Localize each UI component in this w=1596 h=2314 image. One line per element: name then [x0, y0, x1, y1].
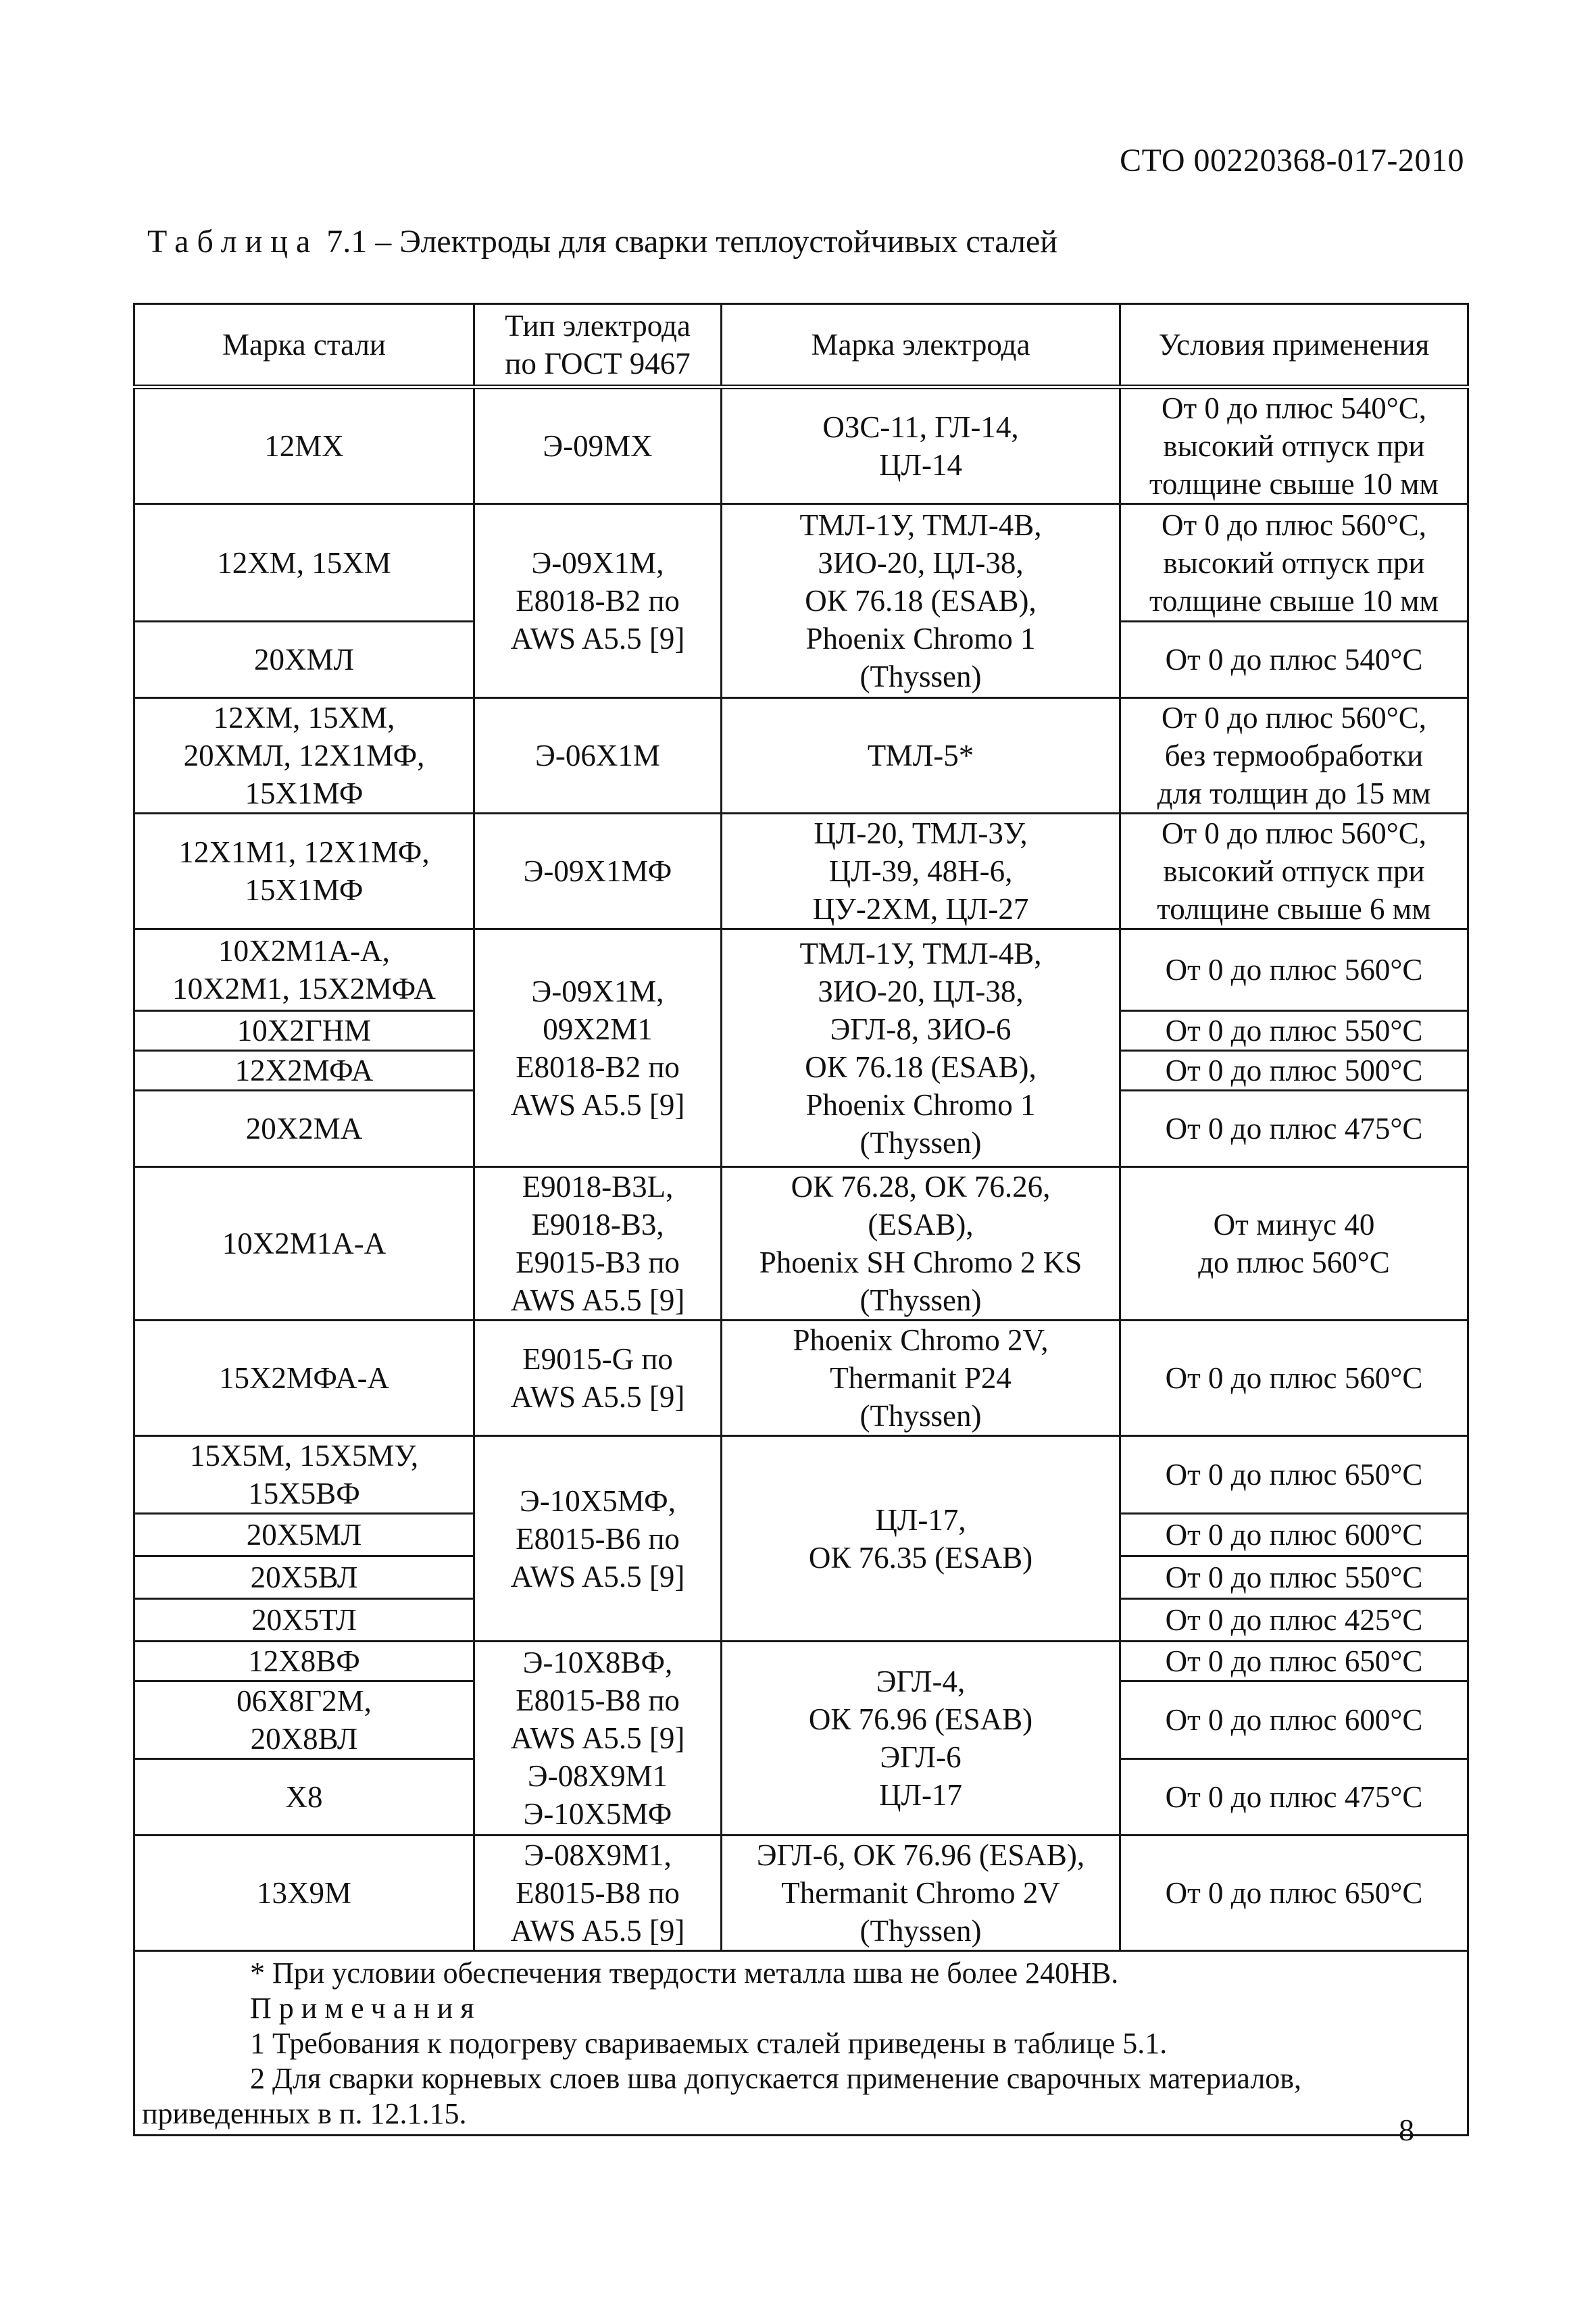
electrode-brand-cell: Phoenix Chromo 2V, Thermanit P24 (Thyssen) [722, 1321, 1120, 1436]
conditions-cell: От 0 до плюс 650°С [1120, 1836, 1468, 1951]
conditions-cell: От 0 до плюс 650°С [1120, 1436, 1468, 1514]
conditions-cell: От 0 до плюс 560°С [1120, 1321, 1468, 1436]
table-row [134, 698, 1468, 814]
conditions-cell: От 0 до плюс 550°С [1120, 1011, 1468, 1051]
electrodes-table [133, 303, 1469, 2136]
electrode-brand-cell: ОК 76.28, ОК 76.26, (ESAB), Phoenix SH Chromo 2 KS (Thyssen) [722, 1167, 1120, 1321]
table-row [134, 504, 1468, 622]
electrode-type-cell: Э-09МХ [474, 387, 722, 504]
electrode-type-cell: Э-09Х1М, 09Х2М1 Е8018-В2 по AWS A5.5 [9] [474, 929, 722, 1167]
steel-grade-cell: 12ХМ, 15ХМ [134, 504, 474, 622]
header-conditions: Условия применения [1120, 304, 1468, 387]
electrode-type-cell: Э-10Х5МФ, Е8015-В6 по AWS A5.5 [9] [474, 1436, 722, 1642]
electrode-type-cell: Э-06Х1М [474, 698, 722, 814]
steel-grade-cell: 10Х2М1А-А, 10Х2М1, 15Х2МФА [134, 929, 474, 1011]
note-item-continuation: приведенных в п. 12.1.15. [142, 2097, 467, 2130]
conditions-cell: От 0 до плюс 475°С [1120, 1759, 1468, 1836]
table-title-text: 7.1 – Электроды для сварки теплоустойчивых сталей [318, 224, 1057, 260]
note-item: 1 Требования к подогреву свариваемых сталей приведены в таблице 5.1. [250, 2027, 1168, 2060]
steel-grade-cell: 06Х8Г2М, 20Х8ВЛ [134, 1681, 474, 1759]
conditions-cell: От 0 до плюс 560°С, высокий отпуск при толщине свыше 6 мм [1120, 814, 1468, 929]
conditions-cell: От минус 40 до плюс 560°С [1120, 1167, 1468, 1321]
conditions-cell: От 0 до плюс 425°С [1120, 1599, 1468, 1642]
electrode-brand-cell: ЭГЛ-4, ОК 76.96 (ESAB) ЭГЛ-6 ЦЛ-17 [722, 1642, 1120, 1836]
electrode-type-cell: Э-08Х9М1, Е8015-В8 по AWS A5.5 [9] [474, 1836, 722, 1951]
table-row [134, 1436, 1468, 1514]
steel-grade-cell: 10Х2М1А-А [134, 1167, 474, 1321]
electrode-type-cell: Е9018-В3L, Е9018-В3, Е9015-В3 по AWS A5.5 [9] [474, 1167, 722, 1321]
steel-grade-cell: 12ХМ, 15ХМ, 20ХМЛ, 12Х1МФ, 15Х1МФ [134, 698, 474, 814]
conditions-cell: От 0 до плюс 540°С [1120, 622, 1468, 698]
steel-grade-cell: 10Х2ГНМ [134, 1011, 474, 1051]
conditions-cell: От 0 до плюс 560°С, без термообработки для толщин до 15 мм [1120, 698, 1468, 814]
conditions-cell: От 0 до плюс 550°С [1120, 1556, 1468, 1599]
table-row [134, 1836, 1468, 1951]
steel-grade-cell: 13Х9М [134, 1836, 474, 1951]
steel-grade-cell: 15Х5М, 15Х5МУ, 15Х5ВФ [134, 1436, 474, 1514]
steel-grade-cell: Х8 [134, 1759, 474, 1836]
header-electrode-brand: Марка электрода [722, 304, 1120, 387]
conditions-cell: От 0 до плюс 600°С [1120, 1681, 1468, 1759]
page-number: 8 [1399, 2113, 1414, 2147]
table-notes [134, 1951, 1468, 2136]
steel-grade-cell: 20Х5ВЛ [134, 1556, 474, 1599]
electrode-type-cell: Э-09Х1М, Е8018-В2 по AWS A5.5 [9] [474, 504, 722, 698]
header-steel-grade: Марка стали [134, 304, 474, 387]
table-row [134, 387, 1468, 504]
footnote: * При условии обеспечения твердости металла шва не более 240НВ. [250, 1956, 1119, 1990]
table-row [134, 1167, 1468, 1321]
steel-grade-cell: 20Х5МЛ [134, 1514, 474, 1556]
steel-grade-cell: 15Х2МФА-А [134, 1321, 474, 1436]
header-electrode-type: Тип электрода по ГОСТ 9467 [474, 304, 722, 387]
steel-grade-cell: 20ХМЛ [134, 622, 474, 698]
conditions-cell: От 0 до плюс 650°С [1120, 1642, 1468, 1681]
electrode-brand-cell: ТМЛ-1У, ТМЛ-4В, ЗИО-20, ЦЛ-38, ЭГЛ-8, ЗИО-6 ОК 76.18 (ESAB), Phoenix Chromo 1 (Thyssen) [722, 929, 1120, 1167]
electrode-type-cell: Е9015-G по AWS A5.5 [9] [474, 1321, 722, 1436]
table-title-label: Таблица [147, 224, 319, 260]
table-notes-row [134, 1951, 1468, 2136]
electrode-brand-cell: ЦЛ-17, ОК 76.35 (ESAB) [722, 1436, 1120, 1642]
conditions-cell: От 0 до плюс 560°С, высокий отпуск при толщине свыше 10 мм [1120, 504, 1468, 622]
conditions-cell: От 0 до плюс 560°С [1120, 929, 1468, 1011]
electrode-brand-cell: ЦЛ-20, ТМЛ-3У, ЦЛ-39, 48Н-6, ЦУ-2ХМ, ЦЛ-27 [722, 814, 1120, 929]
steel-grade-cell: 12Х1М1, 12Х1МФ, 15Х1МФ [134, 814, 474, 929]
table-title [147, 223, 1057, 260]
table-row [134, 814, 1468, 929]
electrode-brand-cell: ТМЛ-5* [722, 698, 1120, 814]
electrode-brand-cell: ТМЛ-1У, ТМЛ-4В, ЗИО-20, ЦЛ-38, ОК 76.18 (ESAB), Phoenix Chromo 1 (Thyssen) [722, 504, 1120, 698]
electrode-brand-cell: ЭГЛ-6, ОК 76.96 (ESAB), Thermanit Chromo 2V (Thyssen) [722, 1836, 1120, 1951]
steel-grade-cell: 20Х5ТЛ [134, 1599, 474, 1642]
table-header-row [134, 304, 1468, 387]
steel-grade-cell: 20Х2МА [134, 1091, 474, 1167]
conditions-cell: От 0 до плюс 475°С [1120, 1091, 1468, 1167]
steel-grade-cell: 12МХ [134, 387, 474, 504]
electrode-brand-cell: ОЗС-11, ГЛ-14, ЦЛ-14 [722, 387, 1120, 504]
table-row [134, 1642, 1468, 1681]
document-code: СТО 00220368-017-2010 [1120, 143, 1464, 178]
table-row [134, 1321, 1468, 1436]
conditions-cell: От 0 до плюс 540°С, высокий отпуск при толщине свыше 10 мм [1120, 387, 1468, 504]
steel-grade-cell: 12Х2МФА [134, 1051, 474, 1091]
electrode-type-cell: Э-10Х8ВФ, Е8015-В8 по AWS A5.5 [9] Э-08Х9М1 Э-10Х5МФ [474, 1642, 722, 1836]
note-item: 2 Для сварки корневых слоев шва допускается применение сварочных материалов, [250, 2062, 1302, 2095]
steel-grade-cell: 12Х8ВФ [134, 1642, 474, 1681]
notes-heading: Примечания [250, 1992, 482, 2025]
electrode-type-cell: Э-09Х1МФ [474, 814, 722, 929]
conditions-cell: От 0 до плюс 500°С [1120, 1051, 1468, 1091]
table-row [134, 929, 1468, 1011]
conditions-cell: От 0 до плюс 600°С [1120, 1514, 1468, 1556]
